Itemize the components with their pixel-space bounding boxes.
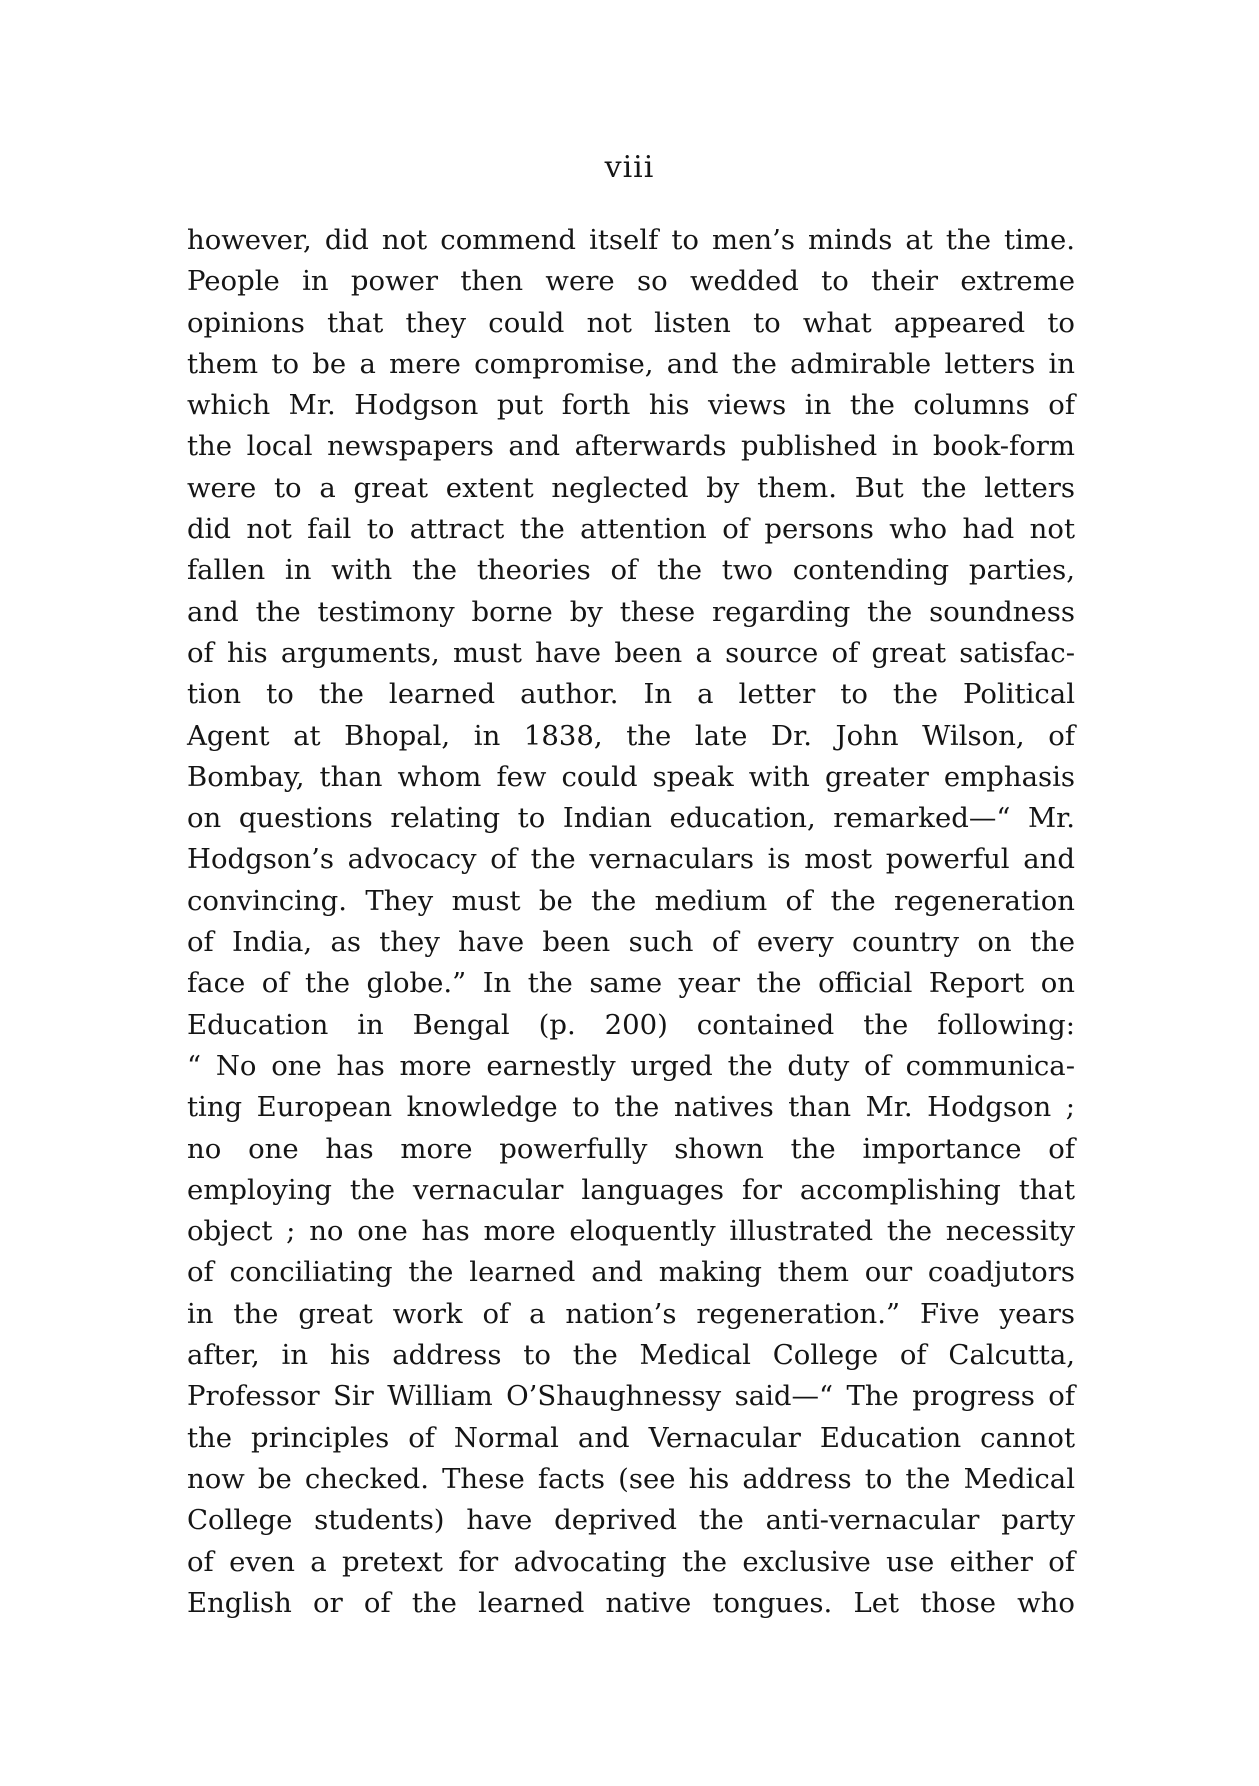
text-line: no one has more powerfully shown the importance of	[187, 1132, 1075, 1165]
text-line: of even a pretext for advocating the exclusive use either of	[187, 1545, 1075, 1578]
text-line: employing the vernacular languages for accomplishing that	[187, 1173, 1075, 1206]
text-line: Agent at Bhopal, in 1838, the late Dr. John Wilson, of	[187, 719, 1075, 752]
text-line: Bombay, than whom few could speak with greater emphasis	[187, 760, 1075, 793]
text-line: on questions relating to Indian education, remarked—“ Mr.	[187, 802, 1075, 835]
text-line: of conciliating the learned and making them our coadjutors	[187, 1256, 1075, 1289]
text-line: did not fail to attract the attention of persons who had not	[187, 513, 1075, 546]
text-line: tion to the learned author. In a letter to the Political	[187, 678, 1075, 711]
text-line: and the testimony borne by these regarding the soundness	[187, 595, 1075, 628]
text-line: were to a great extent neglected by them. But the letters	[187, 471, 1075, 504]
text-line: ting European knowledge to the natives than Mr. Hodgson ;	[187, 1091, 1075, 1124]
text-line: face of the globe.” In the same year the official Report on	[187, 967, 1075, 1000]
text-line: fallen in with the theories of the two contending parties,	[187, 554, 1075, 587]
text-line: in the great work of a nation’s regeneration.” Five years	[187, 1297, 1075, 1330]
text-line: after, in his address to the Medical College of Calcutta,	[187, 1339, 1075, 1372]
body-text	[187, 220, 1075, 1624]
text-line: English or of the learned native tongues. Let those who	[187, 1586, 1075, 1619]
text-line: opinions that they could not listen to what appeared to	[187, 306, 1075, 339]
text-line: Education in Bengal (p. 200) contained the following:	[187, 1008, 1075, 1041]
text-line: now be checked. These facts (see his address to the Medical	[187, 1462, 1075, 1495]
text-line: Professor Sir William O’Shaughnessy said—“ The progress of	[187, 1380, 1075, 1413]
text-line: however, did not commend itself to men’s minds at the time.	[187, 224, 1075, 256]
text-line: the principles of Normal and Vernacular Education cannot	[187, 1421, 1075, 1454]
page-number: viii	[604, 150, 655, 185]
text-line: of his arguments, must have been a source of great satisfac-	[187, 636, 1075, 669]
text-line: convincing. They must be the medium of the regeneration	[187, 884, 1075, 917]
text-line: of India, as they have been such of every country on the	[187, 926, 1075, 959]
text-line: them to be a mere compromise, and the admirable letters in	[187, 347, 1075, 380]
text-line: Hodgson’s advocacy of the vernaculars is most powerful and	[187, 843, 1075, 876]
text-line: the local newspapers and afterwards published in book-form	[187, 430, 1075, 463]
text-line: People in power then were so wedded to their extreme	[187, 265, 1075, 298]
text-line: which Mr. Hodgson put forth his views in the columns of	[187, 389, 1075, 422]
text-line: College students) have deprived the anti-vernacular party	[187, 1504, 1075, 1537]
text-line: object ; no one has more eloquently illustrated the necessity	[187, 1215, 1075, 1248]
text-line: “ No one has more earnestly urged the duty of communica-	[187, 1049, 1075, 1082]
